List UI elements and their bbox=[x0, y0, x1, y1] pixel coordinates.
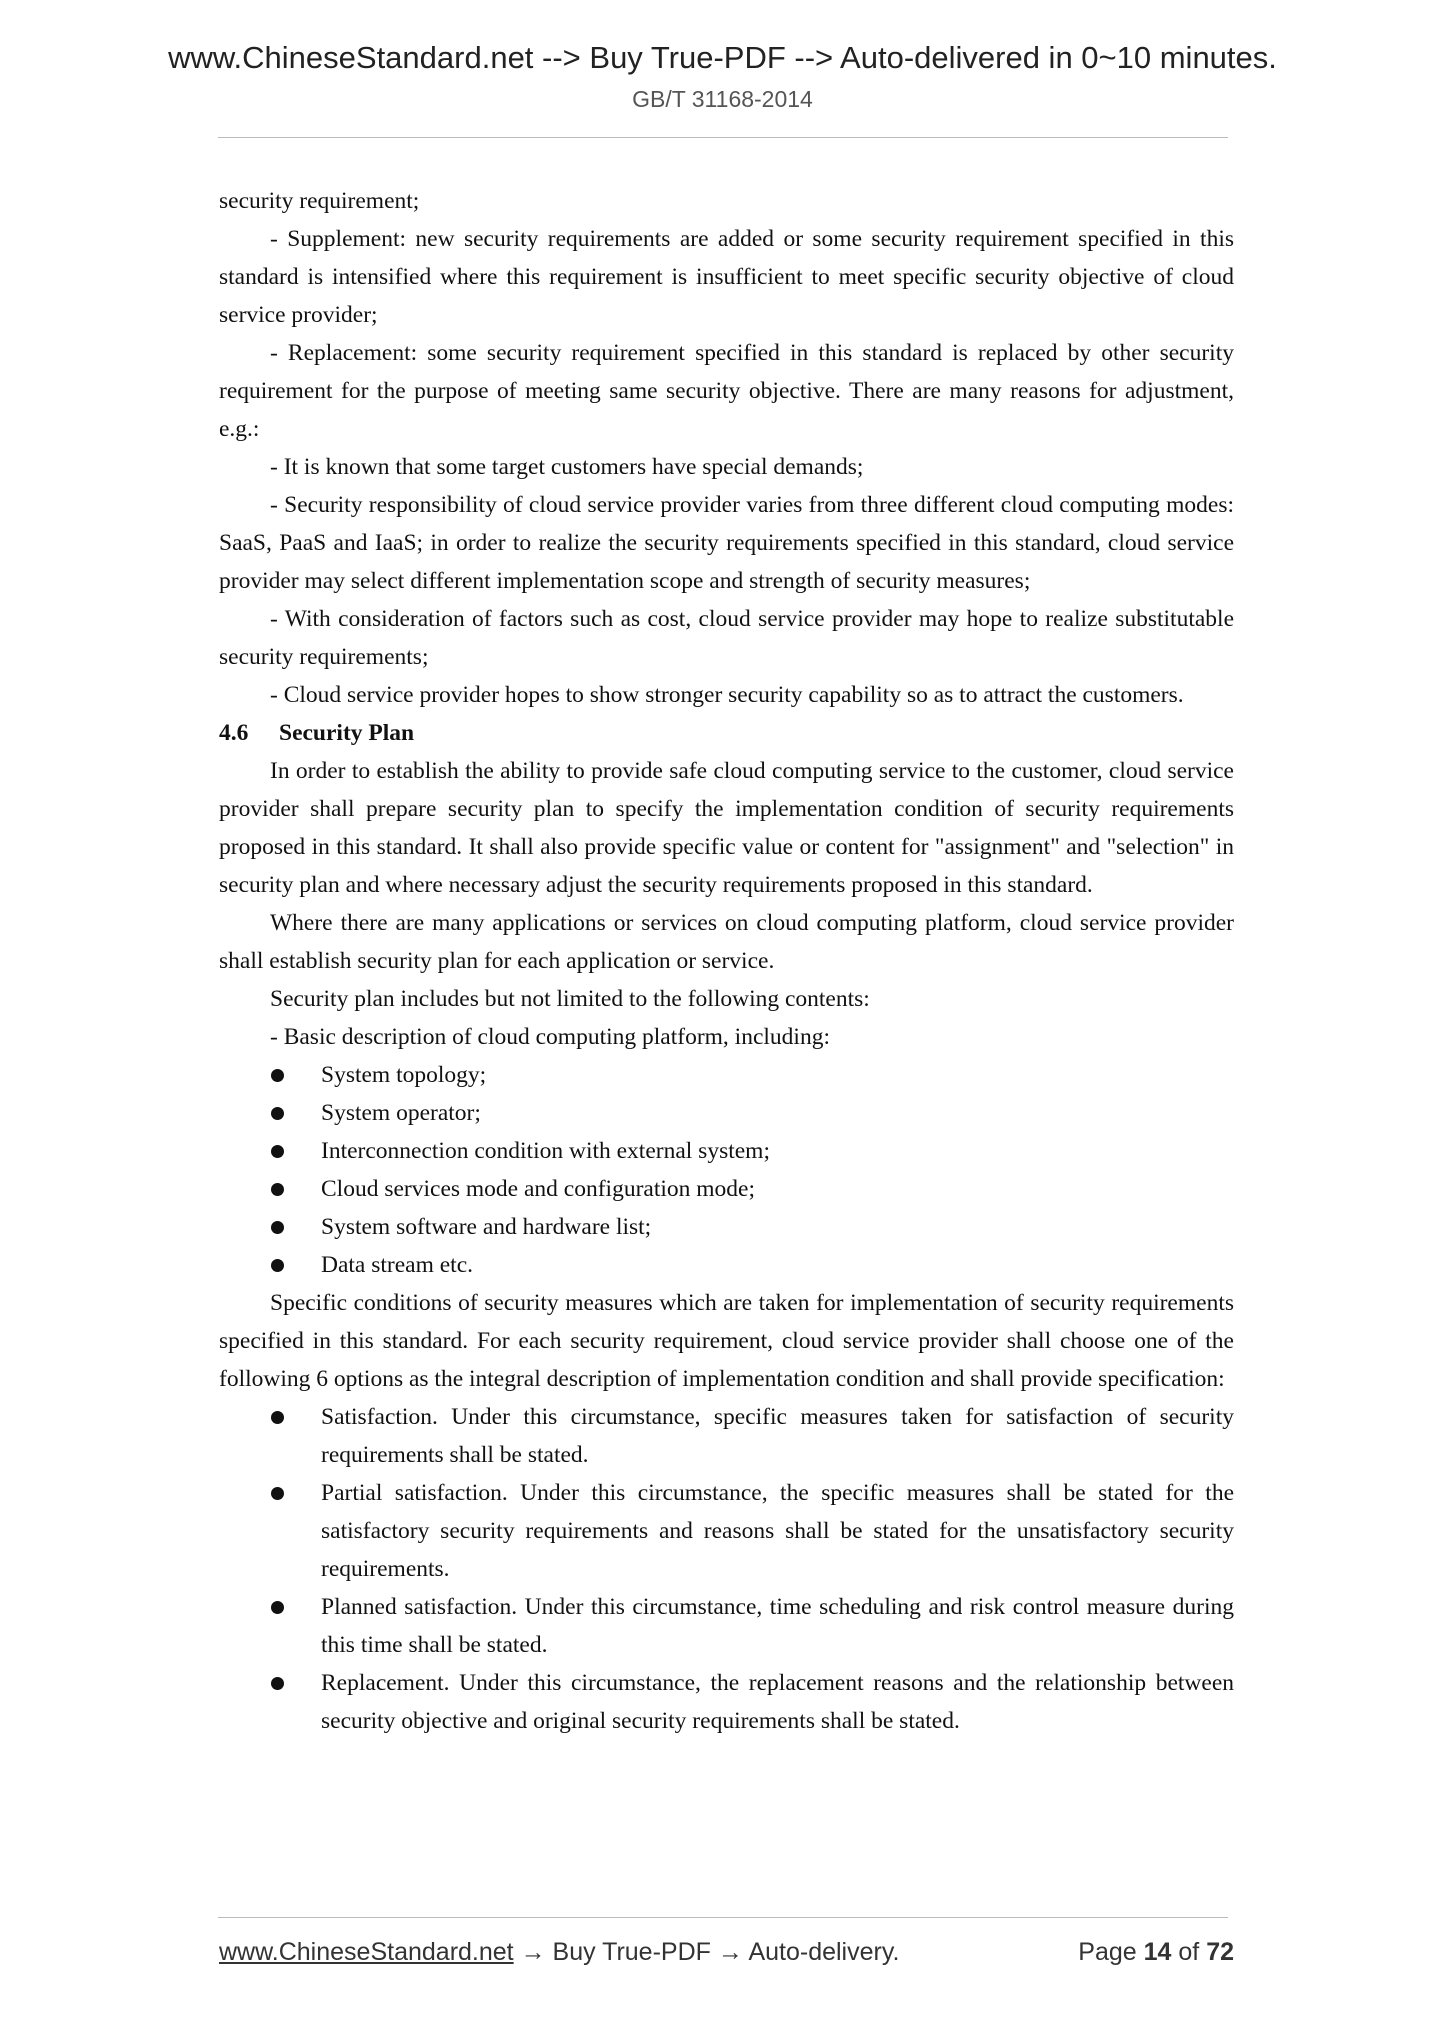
paragraph: Where there are many applications or services on cloud computing platform, cloud service provider shall establish security plan for each application or service. bbox=[219, 910, 1234, 974]
bullet-icon bbox=[271, 1221, 284, 1234]
list-item: Partial satisfaction. Under this circumstance, the specific measures shall be stated for the satisfactory security requirements and reasons shall be stated for the unsatisfactory security requirements. bbox=[219, 1474, 1234, 1588]
section-number: 4.6 bbox=[219, 720, 249, 746]
standard-number: GB/T 31168-2014 bbox=[632, 86, 813, 112]
paragraph: security requirement; bbox=[219, 188, 420, 214]
paragraph: Security plan includes but not limited to the following contents: bbox=[270, 986, 870, 1012]
bullet-icon bbox=[271, 1145, 284, 1158]
paragraph: - It is known that some target customers have special demands; bbox=[270, 454, 864, 480]
list-item: System software and hardware list; bbox=[219, 1208, 1234, 1246]
paragraph: Specific conditions of security measures which are taken for implementation of security requirements specified in this standard. For each security requirement, cloud service provider shall choose one of the following 6 options as the integral description of implementation condition and shall provide specification: bbox=[219, 1290, 1234, 1392]
list-item: Satisfaction. Under this circumstance, specific measures taken for satisfaction of security requirements shall be stated. bbox=[219, 1398, 1234, 1474]
list-item: Data stream etc. bbox=[219, 1246, 1234, 1284]
list-item: Cloud services mode and configuration mode; bbox=[219, 1170, 1234, 1208]
list-item: Replacement. Under this circumstance, the replacement reasons and the relationship between security objective and original security requirements shall be stated. bbox=[219, 1664, 1234, 1740]
list-item: Planned satisfaction. Under this circumstance, time scheduling and risk control measure during this time shall be stated. bbox=[219, 1588, 1234, 1664]
site-link[interactable]: www.ChineseStandard.net bbox=[219, 1938, 514, 1966]
list-item: System operator; bbox=[219, 1094, 1234, 1132]
section-heading bbox=[219, 714, 1234, 752]
paragraph: - With consideration of factors such as cost, cloud service provider may hope to realize substitutable security requirements; bbox=[219, 606, 1234, 670]
page-footer bbox=[219, 1935, 1234, 1969]
bullet-icon bbox=[271, 1677, 284, 1690]
paragraph: In order to establish the ability to provide safe cloud computing service to the customer, cloud service provider shall prepare security plan to specify the implementation condition of security requirements proposed in this standard. It shall also provide specific value or content for "assignment" and "selection" in security plan and where necessary adjust the security requirements proposed in this standard. bbox=[219, 758, 1234, 898]
platform-description-list bbox=[219, 1056, 1234, 1284]
implementation-options-list bbox=[219, 1398, 1234, 1740]
list-item: System topology; bbox=[219, 1056, 1234, 1094]
header-divider bbox=[218, 137, 1228, 138]
document-body bbox=[219, 182, 1234, 1740]
header-banner: www.ChineseStandard.net --> Buy True-PDF --> Auto-delivered in 0~10 minutes. bbox=[168, 40, 1277, 75]
paragraph: - Security responsibility of cloud service provider varies from three different cloud computing modes: SaaS, PaaS and IaaS; in order to realize the security requirements specified in this standard, cloud service provider may select different implementation scope and strength of security measures; bbox=[219, 492, 1234, 594]
paragraph: - Supplement: new security requirements are added or some security requirement specified in this standard is intensified where this requirement is insufficient to meet specific security objective of cloud service provider; bbox=[219, 226, 1234, 328]
buy-link: Buy True-PDF bbox=[552, 1938, 711, 1966]
bullet-icon bbox=[271, 1487, 284, 1500]
bullet-icon bbox=[271, 1601, 284, 1614]
list-item: Interconnection condition with external system; bbox=[219, 1132, 1234, 1170]
paragraph: - Replacement: some security requirement specified in this standard is replaced by other security requirement for the purpose of meeting same security objective. There are many reasons for adjustment, e.g.: bbox=[219, 340, 1234, 442]
paragraph: - Basic description of cloud computing platform, including: bbox=[270, 1024, 830, 1050]
arrow-right-icon: → bbox=[520, 1938, 546, 1966]
bullet-icon bbox=[271, 1411, 284, 1424]
paragraph: - Cloud service provider hopes to show stronger security capability so as to attract the customers. bbox=[270, 682, 1184, 708]
page-header bbox=[0, 38, 1445, 116]
footer-divider bbox=[218, 1917, 1228, 1918]
bullet-icon bbox=[271, 1259, 284, 1272]
page-number: Page 14 of 72 bbox=[1078, 1938, 1234, 1966]
bullet-icon bbox=[271, 1069, 284, 1082]
bullet-icon bbox=[271, 1183, 284, 1196]
arrow-right-icon: → bbox=[717, 1938, 743, 1966]
section-title: Security Plan bbox=[279, 720, 415, 746]
bullet-icon bbox=[271, 1107, 284, 1120]
delivery-text: Auto-delivery. bbox=[748, 1938, 900, 1966]
